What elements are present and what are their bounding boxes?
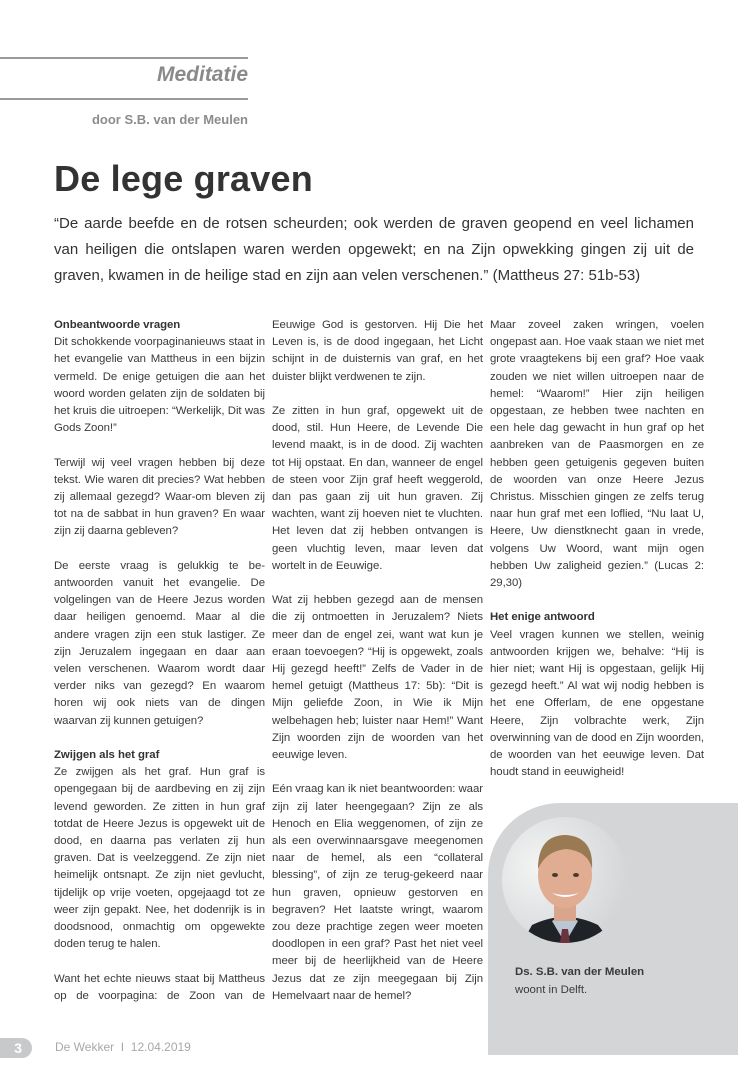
- paragraph: Dit schokkende voorpaginanieuws staat in het evangelie van Mattheus in een bijzin vermeld. De enige getuigen die aan het woord worden gelaten zijn de soldaten bij het kruis die uitroepen: “Werkelijk, Dit was Gods Zoon!”: [54, 336, 265, 435]
- author-photo: [502, 817, 628, 943]
- subheading: Onbeantwoorde vragen: [54, 319, 181, 331]
- paragraph: Veel vragen kunnen we stellen, weinig antwoorden krijgen we, behalve: “Hij is hier niet; want Hij is opgestaan, gelijk Hij gezegd heeft.” Al wat wij nodig hebben is het ene Offerlam, de ene opgestane Heere, Zijn volbrachte werk, Zijn overwinning van de dood en Zijn woorden, de woorden van het eeuwige leven. Dat houdt stand in eeuwigheid!: [490, 628, 704, 779]
- header-rule-bottom: [0, 98, 248, 100]
- column-1: [54, 317, 265, 1005]
- paragraph: Terwijl wij veel vragen hebben bij deze tekst. Wie waren dit precies? Wat hebben zij allemaal gezegd? Waar-om bleven zij tot na de sabbat in hun graven? En waar zijn zij daarna gebleven?: [54, 456, 265, 538]
- paragraph: Maar zoveel zaken wringen, voelen ongepast aan. Hoe vaak staan we niet met grote vraagtekens bij een graf? Hoe vaak zouden we niet willen uitroepen naar de hemel: “Waarom!” Hier zijn heiligen opgestaan, ze hebben twee nachten en een hele dag gewacht in hun graf op het aanbreken van de Paasmorgen en ze hebben geen getuigenis gegeven buiten de woorden van onze Heere Jezus Christus. Misschien gingen ze zelfs terug naar hun graf met een loflied, “Nu laat U, Heere, Uw dienstknecht gaan in vrede, volgens Uw Woord, want mijn ogen hebben Uw zaligheid gezien.” (Lucas 2: 29,30): [490, 319, 704, 590]
- footer-publication: De Wekker I 12.04.2019: [55, 1040, 191, 1054]
- article-title: De lege graven: [54, 158, 313, 199]
- paragraph: De eerste vraag is gelukkig te be-antwoorden vanuit het evangelie. De volgelingen van de Heere Jezus worden daar heiligen genoemd. Maar al die andere vragen zijn een stuk lastiger. Ze zijn Jeruzalem ingegaan en daar aan velen verschenen. Waarom wordt daar verder niks van gezegd? En waarom horen wij ook niets van de dingen waarvan zij kunnen getuigen?: [54, 559, 265, 727]
- page-number-badge: [0, 1038, 32, 1058]
- subheading: Zwijgen als het graf: [54, 749, 160, 762]
- page-number: 3: [14, 1040, 22, 1056]
- lead-quote: “De aarde beefde en de rotsen scheurden; ook werden de graven geopend en veel lichamen van heiligen die ontslapen waren werden opgewekt; en na Zijn opwekking gingen zij uit de graven, kwamen in de heilige stad en zijn aan velen verschenen.” (Mattheus 27: 51b-53): [54, 215, 694, 284]
- author-name: Ds. S.B. van der Meulen: [515, 966, 645, 978]
- paragraph: Eén vraag kan ik niet beantwoorden: waar zijn zij later heengegaan? Zijn ze als Henoch en Elia weggenomen, of zijn ze als een overwinnaarsgave meegenomen naar de hemel, als een “collateral blessing”, of zijn ze terug-gekeerd naar hun graven, opnieuw gestorven en begraven? Het laatste wringt, waarom zou deze prachtige zegen weer moeten doodlopen in een graf? Past het niet veel meer bij de heerlijkheid van de Heere Jezus dat ze zijn meegegaan bij Zijn Hemelvaart naar de hemel?: [272, 783, 483, 1002]
- column-3: [490, 317, 704, 799]
- author-portrait-image: [502, 817, 628, 943]
- byline: door S.B. van der Meulen: [91, 112, 248, 127]
- subheading: Het enige antwoord: [490, 611, 595, 624]
- paragraph: Ze zwijgen als het graf. Hun graf is opengegaan bij de aardbeving en zij zijn levend geworden. Ze zitten in hun graf totdat de Heere Jezus is opgewekt uit de dood, en daarna pas verlaten zij hun graven. Dat is veelzeggend. Ze zijn niet heimelijk ontsnapt. Ze zijn niet gevlucht, tijdelijk op vrije voeten, opgejaagd tot ze weer zijn gepakt. Nee, het dodenrijk is in doodsnood, onmachtig om opgewekte doden terug te halen.: [54, 766, 265, 951]
- header-rule-top: [0, 57, 248, 59]
- author-location: woont in Delft.: [515, 984, 588, 996]
- paragraph: Wat zij hebben gezegd aan de mensen die zij ontmoetten in Jeruzalem? Niets meer dan de engel zei, want wat kun je eraan toevoegen? “Hij is opgewekt, zoals Hij gezegd heeft!” Zelfs de Vader in de hemel getuigt (Mattheus 17: 5b): “Dit is Mijn geliefde Zoon, in Wie ik Mijn welbehagen heb; luister naar Hem!” Want Zijn woorden zijn de woorden van het eeuwige leven.: [272, 594, 483, 762]
- paragraph: Ze zitten in hun graf, opgewekt uit de dood, stil. Hun Heere, de Levende Die levend maakt, is in de dood. Zij wachten tot Hij opstaat. En dan, wanneer de engel de steen voor Zijn graf heeft weggerold, dan pas gaan zij uit hun graven. Zij wachten, want zij hoeven niet te vluchten. Het leven dat zij hebben ontvangen is geen vluchtig leven, maar leven dat wortelt in de Eeuwige.: [272, 405, 483, 572]
- paragraph: Eeuwige God is gestorven. Hij Die het Leven is, is de dood ingegaan, het Licht schijnt in de duisternis van graf, en het duister blijkt verdwenen te zijn.: [272, 319, 483, 383]
- section-label: Meditatie: [156, 63, 248, 86]
- column-2: [272, 317, 483, 1022]
- paragraph: Want het echte nieuws staat bij Mattheus op de voorpagina: de Zoon van de: [54, 972, 265, 1002]
